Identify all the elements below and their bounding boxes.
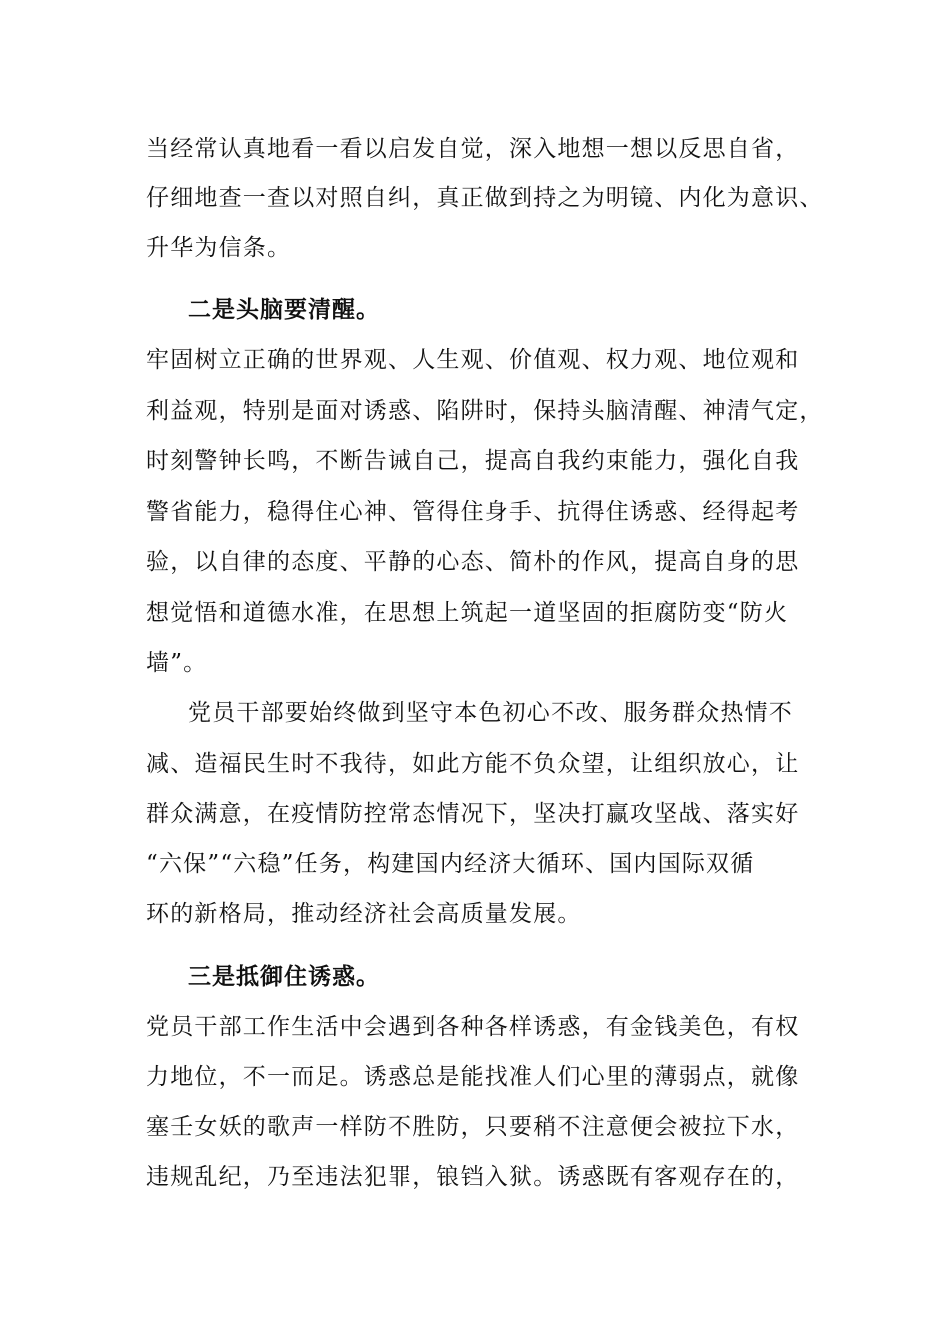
paragraph-4-line-1: 党员干部工作生活中会遇到各种各样诱惑，有金钱美色，有权	[146, 1014, 800, 1040]
paragraph-1-line-1: 当经常认真地看一看以启发自觉，深入地想一想以反思自省，	[146, 136, 800, 162]
paragraph-4-line-2: 力地位，不一而足。诱惑总是能找准人们心里的薄弱点，就像	[146, 1064, 800, 1090]
paragraph-2-line-7: 墙”。	[146, 650, 208, 676]
paragraph-2-line-1: 牢固树立正确的世界观、人生观、价值观、权力观、地位观和	[146, 347, 800, 373]
paragraph-3-line-3: 群众满意，在疫情防控常态情况下，坚决打赢攻坚战、落实好	[146, 801, 800, 827]
section-heading-2: 二是头脑要清醒。	[188, 297, 380, 323]
paragraph-2-line-4: 警省能力，稳得住心神、管得住身手、抗得住诱惑、经得起考	[146, 499, 800, 525]
paragraph-3-line-1: 党员干部要始终做到坚守本色初心不改、服务群众热情不	[188, 700, 793, 726]
paragraph-2-line-2: 利益观，特别是面对诱惑、陷阱时，保持头脑清醒、神清气定，	[146, 398, 824, 424]
paragraph-2-line-6: 想觉悟和道德水准，在思想上筑起一道坚固的拒腐防变“防火	[146, 600, 789, 626]
paragraph-1-line-3: 升华为信条。	[146, 235, 292, 261]
paragraph-2-line-5: 验，以自律的态度、平静的心态、简朴的作风，提高自身的思	[146, 549, 800, 575]
paragraph-3-line-5: 环的新格局，推动经济社会高质量发展。	[146, 901, 582, 927]
paragraph-1-line-2: 仔细地查一查以对照自纠，真正做到持之为明镜、内化为意识、	[146, 185, 824, 211]
paragraph-4-line-3: 塞壬女妖的歌声一样防不胜防，只要稍不注意便会被拉下水，	[146, 1114, 800, 1140]
paragraph-2-line-3: 时刻警钟长鸣，不断告诫自己，提高自我约束能力，强化自我	[146, 448, 800, 474]
paragraph-4-line-4: 违规乱纪，乃至违法犯罪，锒铛入狱。诱惑既有客观存在的，	[146, 1164, 800, 1190]
paragraph-3-line-4: “六保”“六稳”任务，构建国内经济大循环、国内国际双循	[146, 851, 755, 877]
paragraph-3-line-2: 减、造福民生时不我待，如此方能不负众望，让组织放心，让	[146, 751, 800, 777]
section-heading-3: 三是抵御住诱惑。	[188, 964, 380, 990]
